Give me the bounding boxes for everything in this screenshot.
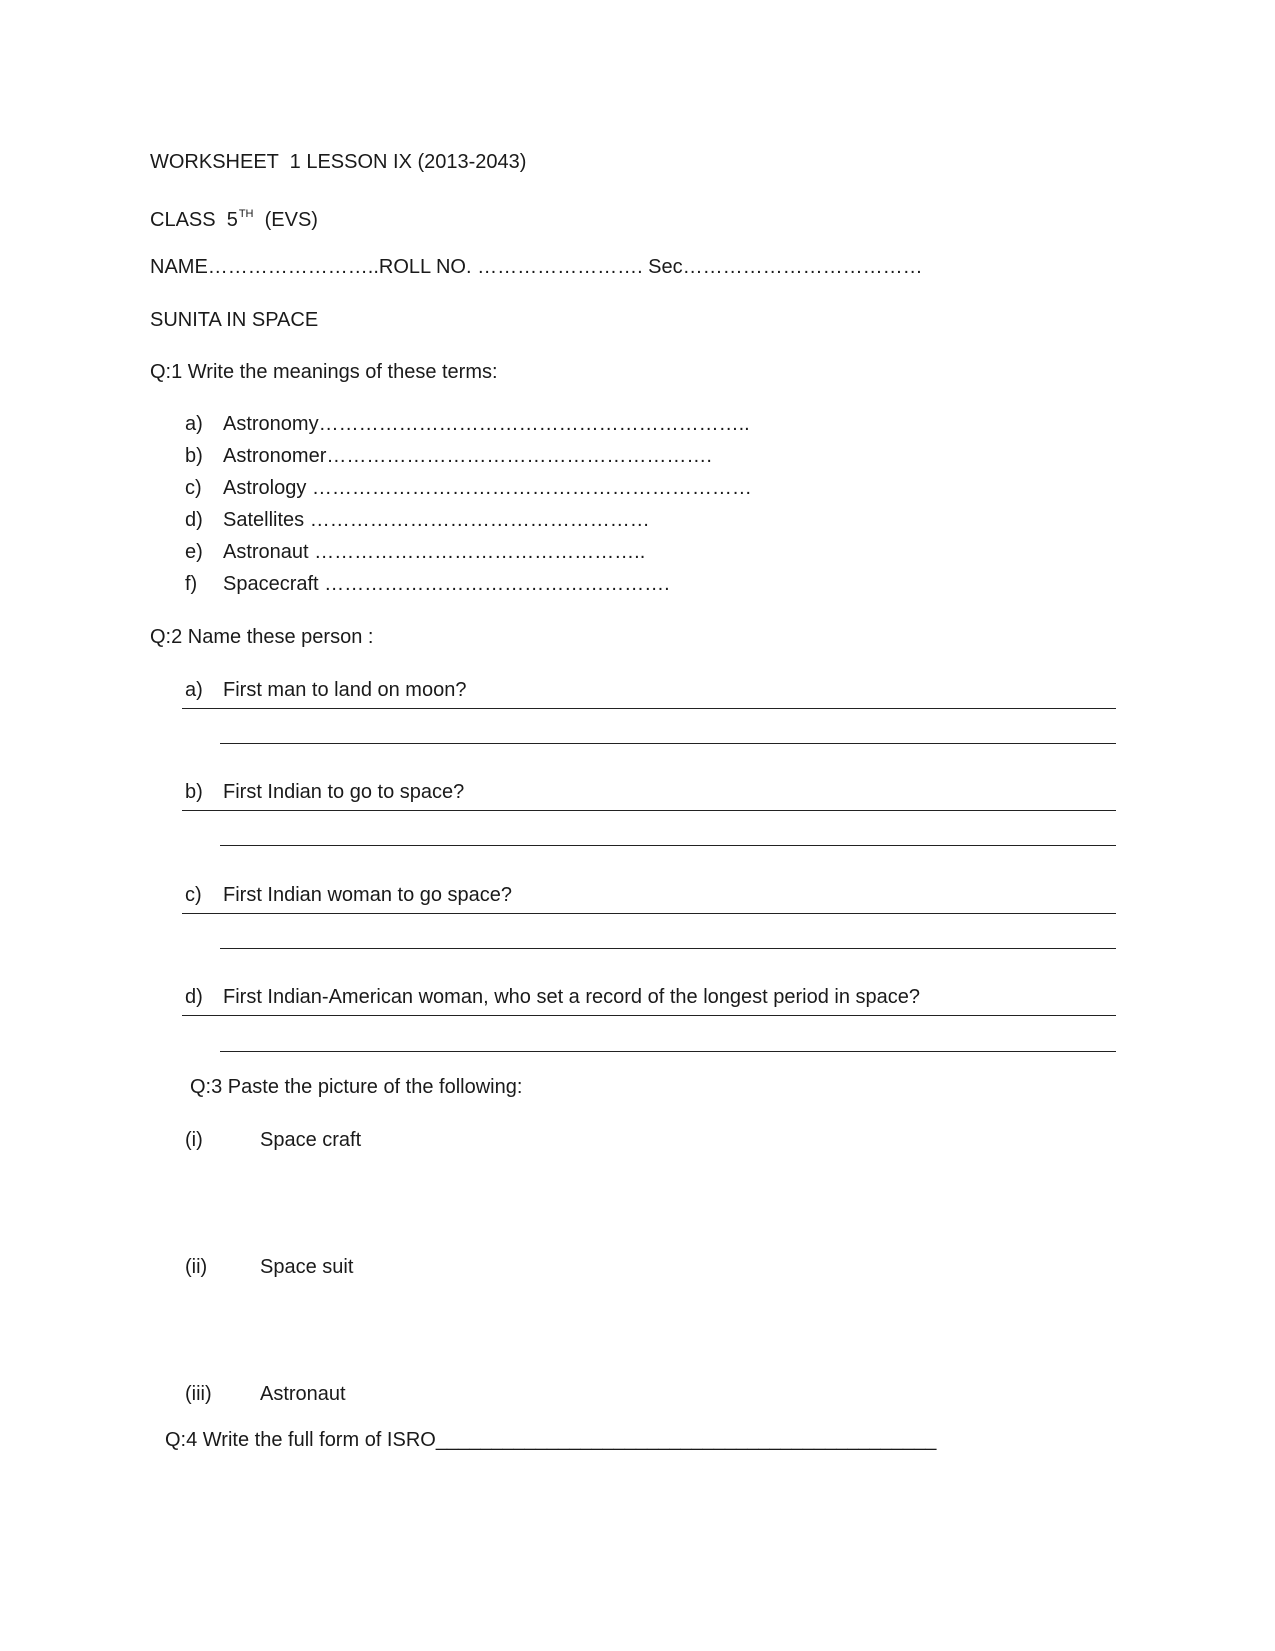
class-superscript: TH [238,208,254,220]
q2-item-text: First Indian-American woman, who set a record of the longest period in space? [223,986,921,1008]
q1-item-marker: e) [185,541,203,563]
q3-item-text: Space suit [260,1256,354,1278]
answer-line [182,1015,1116,1016]
q3-item-text: Space craft [260,1129,362,1151]
answer-line [220,845,1116,846]
q1-item-text: Spacecraft ……………………………………………. [223,573,670,595]
q3-item-marker: (i) [185,1129,203,1151]
q2-item [185,883,512,907]
q3-item [185,1128,361,1152]
q2-item-text: First man to land on moon? [223,679,467,701]
class-prefix: CLASS 5 [150,209,238,231]
q1-item [185,412,750,436]
worksheet-title: WORKSHEET 1 LESSON IX (2013-2043) [150,151,527,173]
q1-item-text: Astronomy……………………………………………………….. [223,413,750,435]
q1-item-marker: d) [185,509,203,531]
q1-item-marker: b) [185,445,203,467]
q1-item-marker: c) [185,477,202,499]
q1-item [185,476,752,500]
q1-item [185,444,712,468]
q1-item-text: Satellites …………………………………………… [223,509,650,531]
q2-item [185,985,920,1009]
q1-item-marker: f) [185,573,198,595]
q3-item-marker: (ii) [185,1256,208,1278]
q2-item-marker: c) [185,884,202,906]
q2-item-marker: a) [185,679,203,701]
answer-line [220,948,1116,949]
name-roll-section-line: NAME……………………..ROLL NO. ……………………. Sec……………………………… [150,256,923,278]
q1-item-text: Astronomer…………………………………………………. [223,445,712,467]
answer-line [182,913,1116,914]
answer-line [220,1051,1116,1052]
q2-prompt: Q:2 Name these person : [150,626,374,648]
q3-item-marker: (iii) [185,1383,212,1405]
q3-item [185,1382,346,1406]
class-line [150,202,318,232]
q1-item-text: Astronaut ………………………………………….. [223,541,646,563]
q3-prompt: Q:3 Paste the picture of the following: [190,1076,523,1098]
q2-item-marker: d) [185,986,203,1008]
q2-item [185,780,464,804]
q1-item-marker: a) [185,413,203,435]
q1-prompt: Q:1 Write the meanings of these terms: [150,361,498,383]
answer-line [182,810,1116,811]
q2-item-text: First Indian to go to space? [223,781,465,803]
q3-item-text: Astronaut [260,1383,346,1405]
answer-line [182,708,1116,709]
q2-item-marker: b) [185,781,203,803]
class-suffix: (EVS) [253,209,318,231]
lesson-title: SUNITA IN SPACE [150,309,319,331]
q3-item [185,1255,353,1279]
q1-item-text: Astrology ………………………………………………………… [223,477,752,499]
q2-item-text: First Indian woman to go space? [223,884,513,906]
answer-line [220,743,1116,744]
q2-item [185,678,466,702]
q4-prompt: Q:4 Write the full form of ISRO_____________________________________________ [165,1429,937,1451]
q1-item [185,508,650,532]
q1-item [185,540,645,564]
q1-item [185,572,670,596]
